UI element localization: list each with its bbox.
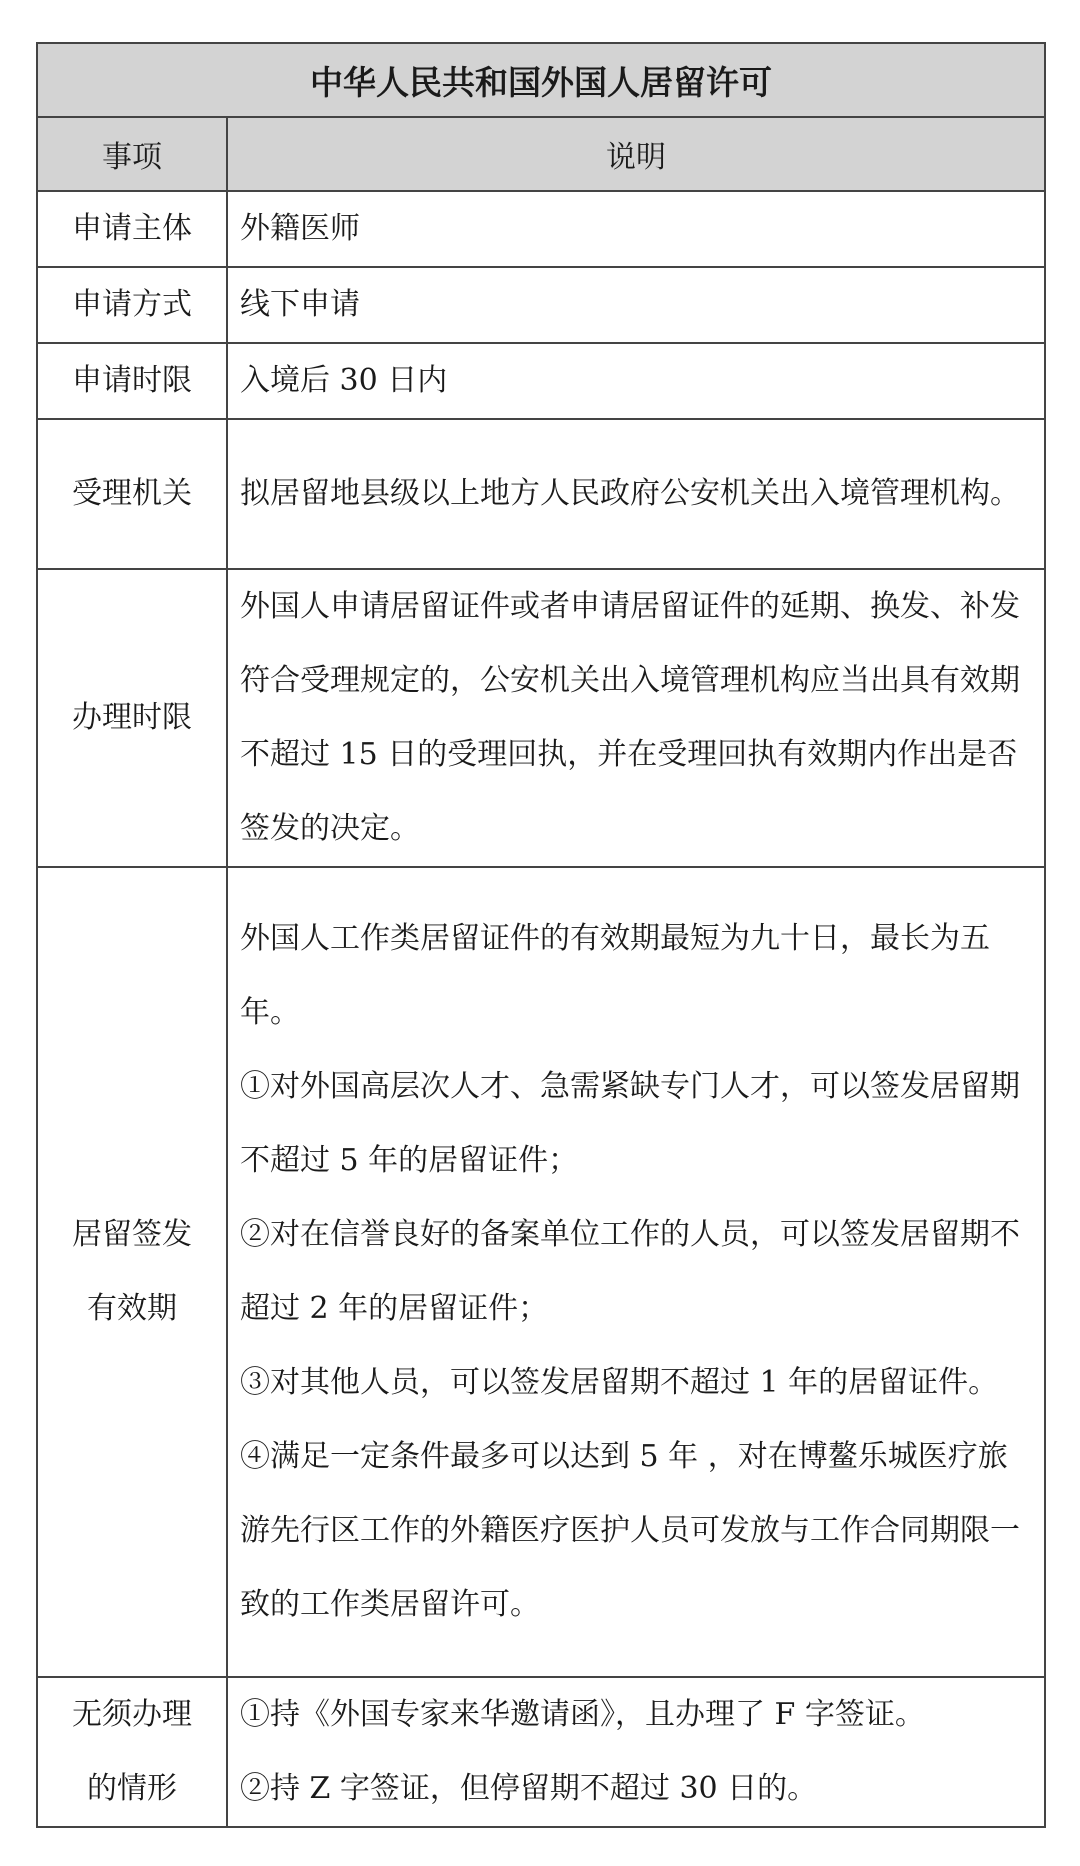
row-key: 申请时限 xyxy=(37,343,227,419)
paragraph: ③对其他人员，可以签发居留期不超过 1 年的居留证件。 xyxy=(240,1365,999,1400)
table-row xyxy=(37,569,1045,867)
table-row xyxy=(37,191,1045,267)
paragraph: 外国人工作类居留证件的有效期最短为九十日，最长为五年。 xyxy=(240,921,990,1030)
residence-permit-table xyxy=(36,42,1046,1828)
header-desc: 说明 xyxy=(227,117,1045,191)
row-key: 受理机关 xyxy=(37,419,227,569)
row-key: 居留签发 有效期 xyxy=(37,867,227,1677)
paragraph: ②对在信誉良好的备案单位工作的人员，可以签发居留期不超过 2 年的居留证件； xyxy=(240,1217,1020,1326)
row-value: 拟居留地县级以上地方人民政府公安机关出入境管理机构。 xyxy=(227,419,1045,569)
row-value xyxy=(227,1677,1045,1827)
paragraph: ①持《外国专家来华邀请函》，且办理了 F 字签证。 xyxy=(240,1697,925,1732)
row-key: 申请方式 xyxy=(37,267,227,343)
table-row xyxy=(37,867,1045,1677)
row-key: 无须办理 的情形 xyxy=(37,1677,227,1827)
row-value: 入境后 30 日内 xyxy=(227,343,1045,419)
row-value: 外国人申请居留证件或者申请居留证件的延期、换发、补发符合受理规定的，公安机关出入境管理机构应当出具有效期不超过 15 日的受理回执，并在受理回执有效期内作出是否签发的决定。 xyxy=(227,569,1045,867)
row-value: 外籍医师 xyxy=(227,191,1045,267)
paragraph: ①对外国高层次人才、急需紧缺专门人才，可以签发居留期不超过 5 年的居留证件； xyxy=(240,1069,1020,1178)
table-title: 中华人民共和国外国人居留许可 xyxy=(37,43,1045,117)
paragraph: ④满足一定条件最多可以达到 5 年 ，对在博鳌乐城医疗旅游先行区工作的外籍医疗医护人员可发放与工作合同期限一致的工作类居留许可。 xyxy=(240,1439,1020,1622)
table-row xyxy=(37,267,1045,343)
row-value xyxy=(227,867,1045,1677)
table-row xyxy=(37,1677,1045,1827)
table-title-row xyxy=(37,43,1045,117)
row-value: 线下申请 xyxy=(227,267,1045,343)
table-row xyxy=(37,419,1045,569)
paragraph: ②持 Z 字签证，但停留期不超过 30 日的。 xyxy=(240,1771,818,1806)
header-item: 事项 xyxy=(37,117,227,191)
row-key: 申请主体 xyxy=(37,191,227,267)
table-header-row xyxy=(37,117,1045,191)
table-row xyxy=(37,343,1045,419)
row-key: 办理时限 xyxy=(37,569,227,867)
